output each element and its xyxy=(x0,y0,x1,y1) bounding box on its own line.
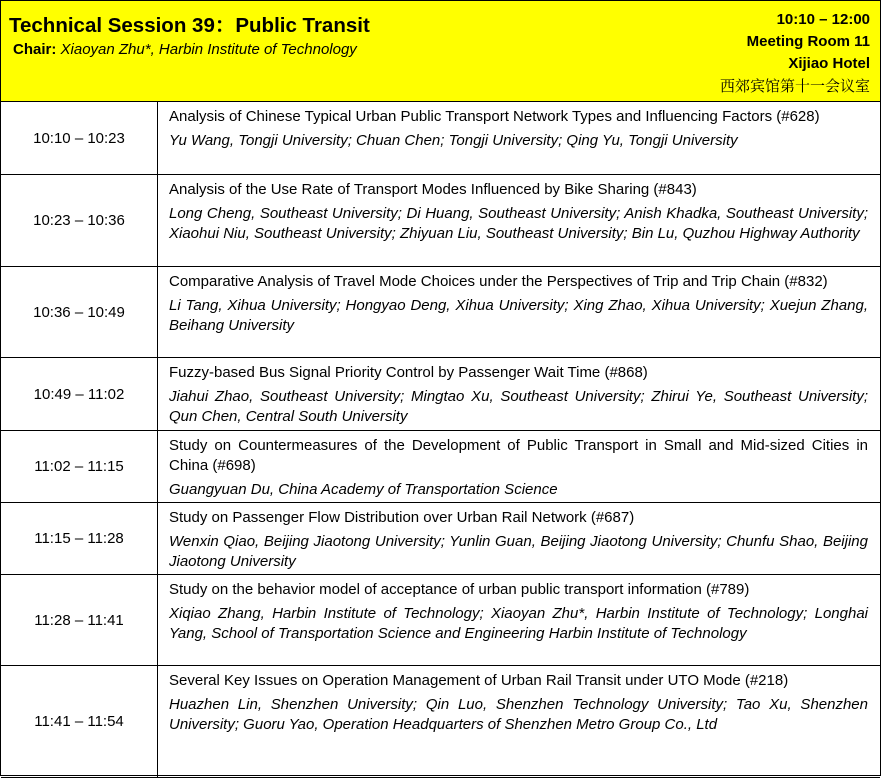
schedule-table xyxy=(1,101,880,778)
presentation-details xyxy=(158,102,881,175)
session-header xyxy=(1,1,880,102)
paper-authors: Li Tang, Xihua University; Hongyao Deng, Xihua University; Xing Zhao, Xihua University; Xuejun Zhang, Beihang University xyxy=(169,297,868,334)
session-hotel: Xijiao Hotel xyxy=(788,55,870,72)
presentation-time: 10:23 – 10:36 xyxy=(1,175,158,267)
paper-authors: Yu Wang, Tongji University; Chuan Chen; Tongji University; Qing Yu, Tongji University xyxy=(169,132,738,149)
chair-value: Xiaoyan Zhu*, Harbin Institute of Technology xyxy=(56,41,357,58)
paper-title: Analysis of the Use Rate of Transport Modes Influenced by Bike Sharing (#843) xyxy=(169,181,697,198)
session-chair xyxy=(13,41,357,58)
schedule-row xyxy=(1,503,880,575)
presentation-time: 10:36 – 10:49 xyxy=(1,267,158,358)
presentation-details xyxy=(158,267,881,358)
paper-title: Study on the behavior model of acceptance of urban public transport information (#789) xyxy=(169,581,750,598)
paper-title: Study on Passenger Flow Distribution over Urban Rail Network (#687) xyxy=(169,509,635,526)
paper-title: Several Key Issues on Operation Management of Urban Rail Transit under UTO Mode (#218) xyxy=(169,672,789,689)
presentation-details xyxy=(158,575,881,666)
schedule-row xyxy=(1,666,880,778)
session-room: Meeting Room 11 xyxy=(746,33,870,50)
schedule-row xyxy=(1,102,880,175)
presentation-time: 10:10 – 10:23 xyxy=(1,102,158,175)
paper-title: Comparative Analysis of Travel Mode Choices under the Perspectives of Trip and Trip Chain (#832) xyxy=(169,273,828,290)
presentation-details xyxy=(158,175,881,267)
schedule-row xyxy=(1,175,880,267)
schedule-row xyxy=(1,431,880,503)
chair-label: Chair: xyxy=(13,41,57,58)
paper-authors: Guangyuan Du, China Academy of Transportation Science xyxy=(169,481,558,498)
session-time: 10:10 – 12:00 xyxy=(776,11,870,28)
presentation-time: 11:15 – 11:28 xyxy=(1,503,158,575)
presentation-details xyxy=(158,431,881,503)
presentation-details xyxy=(158,358,881,431)
presentation-details xyxy=(158,503,881,575)
presentation-time: 11:41 – 11:54 xyxy=(1,666,158,778)
paper-title: Study on Countermeasures of the Development of Public Transport in Small and Mid-sized Cities in China (#698) xyxy=(169,437,868,474)
paper-authors: Wenxin Qiao, Beijing Jiaotong University; Yunlin Guan, Beijing Jiaotong University; Chunfu Shao, Beijing Jiaotong University xyxy=(169,533,868,570)
presentation-time: 10:49 – 11:02 xyxy=(1,358,158,431)
paper-authors: Long Cheng, Southeast University; Di Huang, Southeast University; Anish Khadka, Southeast University; Xiaohui Niu, Southeast University; Zhiyuan Liu, Southeast University; Bin Lu, Quzhou Highway Authority xyxy=(169,205,868,242)
session-info xyxy=(720,9,870,97)
paper-authors: Xiqiao Zhang, Harbin Institute of Technology; Xiaoyan Zhu*, Harbin Institute of Technology; Longhai Yang, School of Transportation Science and Engineering Harbin Institute of Technology xyxy=(169,605,868,642)
presentation-time: 11:28 – 11:41 xyxy=(1,575,158,666)
presentation-details xyxy=(158,666,881,778)
paper-title: Analysis of Chinese Typical Urban Public Transport Network Types and Influencing Factors (#628) xyxy=(169,108,820,125)
session-room-chinese: 西郊宾馆第十一会议室 xyxy=(719,77,870,95)
schedule-row xyxy=(1,267,880,358)
schedule-row xyxy=(1,358,880,431)
paper-title: Fuzzy-based Bus Signal Priority Control by Passenger Wait Time (#868) xyxy=(169,364,648,381)
schedule-rows xyxy=(1,102,880,778)
schedule-row xyxy=(1,575,880,666)
paper-authors: Jiahui Zhao, Southeast University; Mingtao Xu, Southeast University; Zhirui Ye, Southeast University; Qun Chen, Central South University xyxy=(169,388,868,425)
presentation-time: 11:02 – 11:15 xyxy=(1,431,158,503)
session-title: Technical Session 39：Public Transit xyxy=(9,14,370,37)
paper-authors: Huazhen Lin, Shenzhen University; Qin Luo, Shenzhen Technology University; Tao Xu, Shenzhen University; Guoru Yao, Operation Headquarters of Shenzhen Metro Group Co., Ltd xyxy=(169,696,868,733)
